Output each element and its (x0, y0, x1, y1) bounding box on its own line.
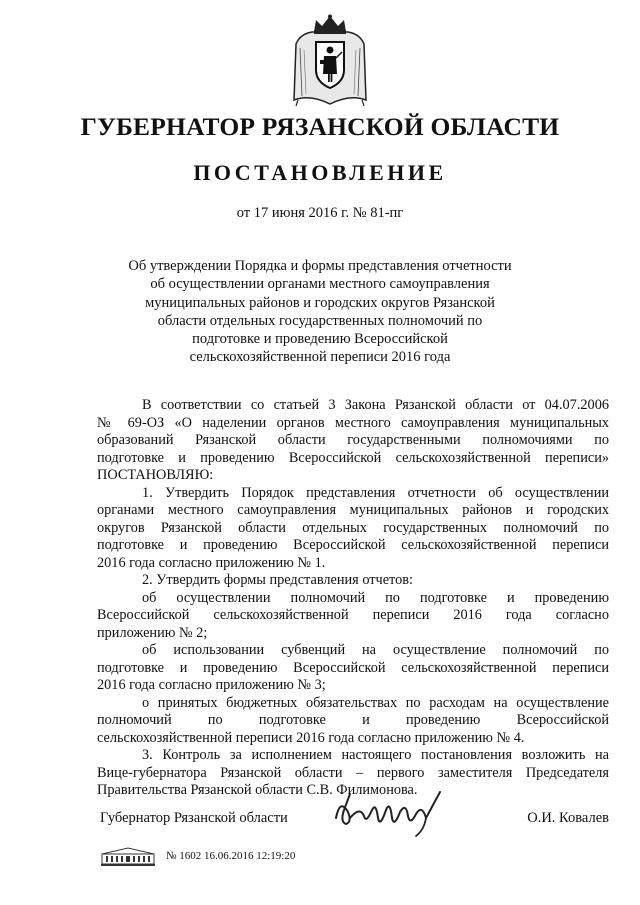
body-line: ПОСТАНОВЛЯЮ: (97, 467, 214, 483)
item-2-heading (97, 572, 609, 590)
body-line: Вице-губернатора Рязанской области – первого заместителя Председателя (97, 764, 609, 781)
item-2c-paragraph (97, 695, 609, 748)
body-line: образований Рязанской области государственными полномочиями по (97, 432, 609, 448)
building-logo-icon (100, 847, 156, 867)
document-date-number: от 17 июня 2016 г. № 81-пг (236, 205, 404, 221)
subject-line: об осуществлении органами местного самоуправления (150, 276, 490, 293)
body-line: приложению № 2; (97, 624, 208, 641)
subject-line: подготовке и проведению Всероссийской (192, 331, 448, 348)
body-line: 1. Утвердить Порядок представления отчетности об осуществлении (142, 484, 609, 501)
coat-of-arms-icon (290, 14, 370, 108)
body-line: об использовании субвенций на осуществление полномочий по (142, 642, 609, 658)
signatory-position: Губернатор Рязанской области (100, 810, 288, 826)
body-line: сельскохозяйственной переписи 2016 года согласно приложению № 4. (97, 729, 525, 746)
preamble-paragraph (97, 397, 609, 485)
body-line: В соответствии со статьей 3 Закона Рязанской области от 04.07.2006 (142, 397, 609, 413)
body-line: подготовке и проведению Всероссийской сельскохозяйственной переписи» (97, 449, 609, 466)
item-2a-paragraph (97, 590, 609, 643)
document-kind: ПОСТАНОВЛЕНИЕ (193, 160, 447, 185)
body-line: Всероссийской сельскохозяйственной переписи 2016 года согласно (97, 607, 609, 623)
signatory-name: О.И. Ковалев (527, 810, 609, 826)
body-line: 2016 года согласно приложению № 1. (97, 554, 326, 571)
body-line: подготовке и проведению Всероссийской сельскохозяйственной переписи (97, 537, 609, 553)
item-2b-paragraph (97, 642, 609, 695)
subject-line: муниципальных районов и городских округов Рязанской (145, 294, 495, 311)
body-line: 3. Контроль за исполнением настоящего постановления возложить на (142, 747, 609, 763)
body-line: полномочий по подготовке и проведению Всероссийской (97, 712, 609, 728)
signature-block (97, 810, 609, 830)
registration-stamp: № 1602 16.06.2016 12:19:20 (166, 850, 296, 862)
body-line: об осуществлении полномочий по подготовке и проведению (142, 589, 609, 606)
document-subject (100, 257, 540, 367)
body-line: 2. Утвердить формы представления отчетов: (142, 572, 413, 588)
subject-line: сельскохозяйственной переписи 2016 года (189, 349, 451, 366)
body-line: 2016 года согласно приложению № 3; (97, 677, 326, 693)
body-line: округов Рязанской области отдельных государственных полномочий по (97, 519, 609, 536)
body-line: о принятых бюджетных обязательствах по расходам на осуществление (142, 694, 609, 711)
document-body (97, 397, 609, 800)
authority-title: ГУБЕРНАТОР РЯЗАНСКОЙ ОБЛАСТИ (80, 112, 560, 141)
body-line: № 69-ОЗ «О наделении органов местного самоуправления муниципальных (97, 414, 609, 431)
subject-line: области отдельных государственных полномочий по (157, 312, 483, 329)
body-line: органами местного самоуправления муниципальных районов и городских (97, 502, 609, 518)
subject-line: Об утверждении Порядка и формы представления отчетности (128, 258, 512, 274)
item-1-paragraph (97, 485, 609, 573)
body-line: Правительства Рязанской области С.В. Филимонова. (97, 782, 418, 798)
body-line: подготовке и проведению Всероссийской сельскохозяйственной переписи (97, 659, 609, 676)
